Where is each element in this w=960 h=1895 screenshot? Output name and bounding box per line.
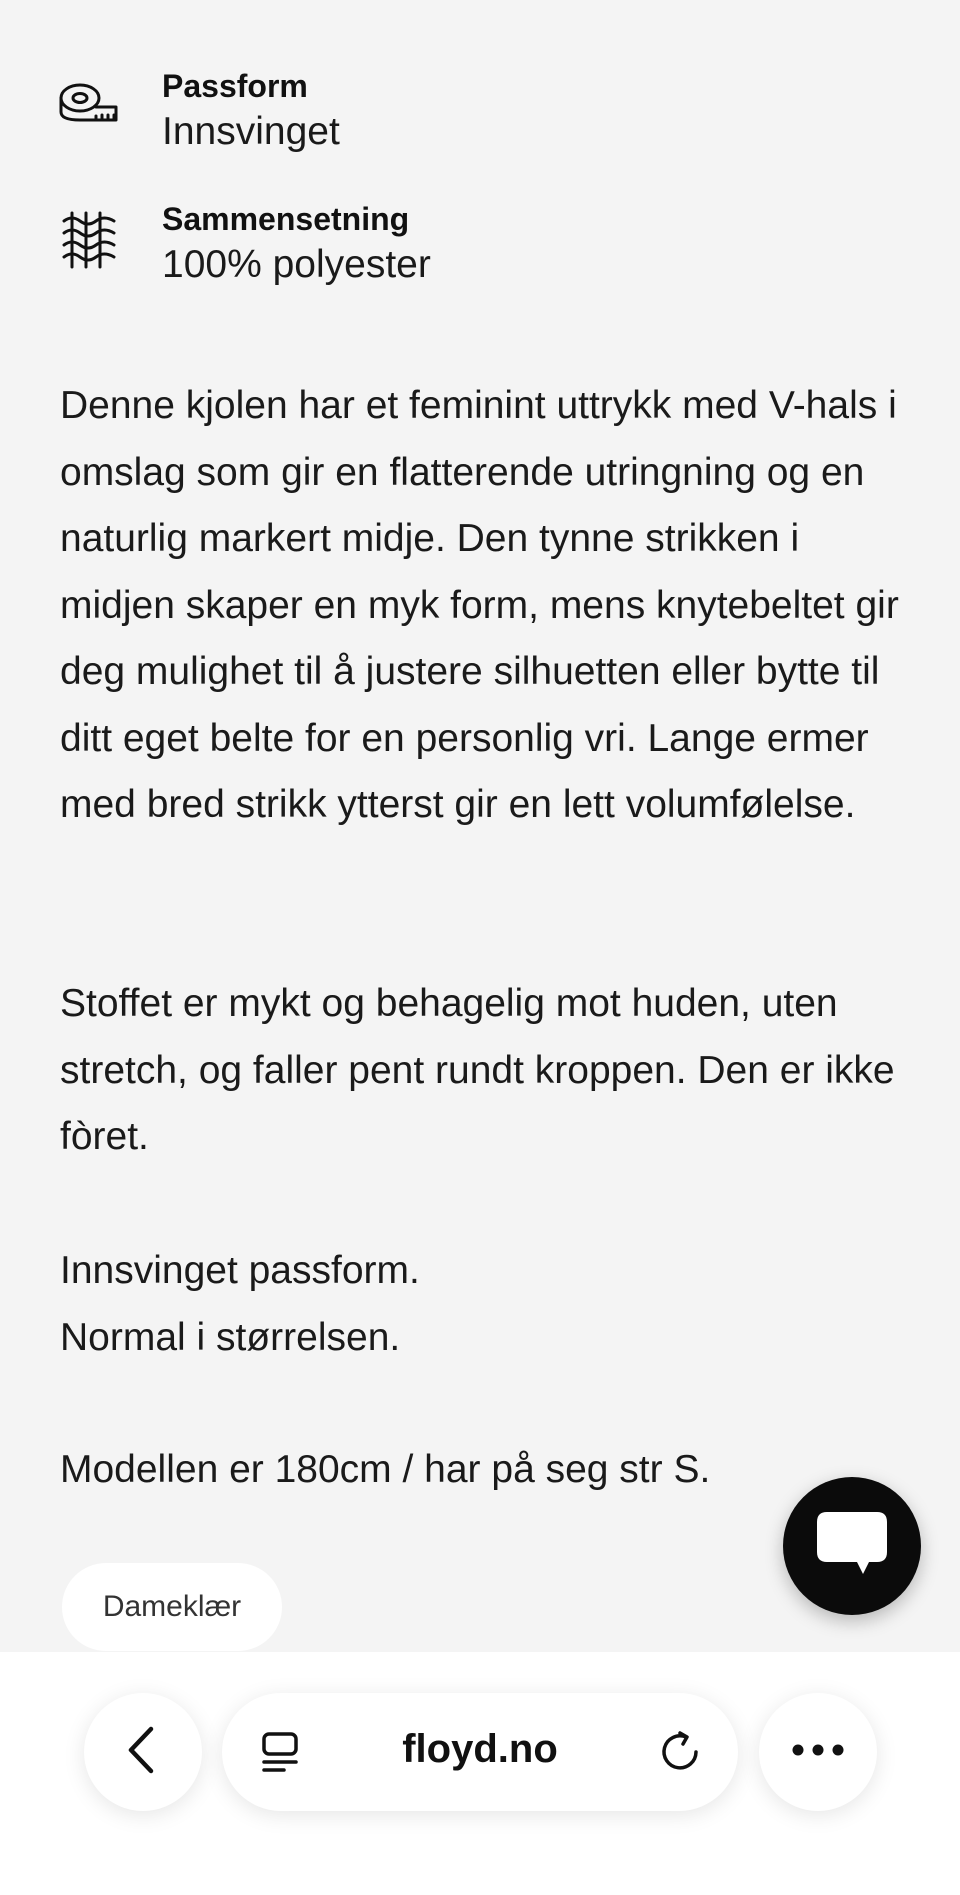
- fit-note-line: Innsvinget passform.: [60, 1249, 420, 1292]
- chevron-left-icon: [123, 1725, 163, 1780]
- chat-bubble-icon: [813, 1508, 891, 1585]
- product-description-paragraph: Denne kjolen har et feminint uttrykk med V-hals i omslag som gir en flatterende utringning og en naturlig markert midje. Den tynne strikken i midjen skaper en myk form, mens knytebeltet gir deg mulighet til å justere silhuetten eller bytte til ditt eget belte for en personlig vri. Lange ermer med bred strikk ytterst gir en lett volumfølelse.: [60, 384, 899, 826]
- more-dots-icon: [791, 1743, 845, 1762]
- product-fit-notes: [60, 1238, 920, 1371]
- model-size-note: Modellen er 180cm / har på seg str S.: [60, 1448, 711, 1491]
- chat-button[interactable]: [783, 1477, 921, 1615]
- fit-note-line: Normal i størrelsen.: [60, 1315, 401, 1359]
- fabric-weave-icon: [58, 209, 120, 271]
- category-chip[interactable]: Dameklær: [62, 1563, 282, 1651]
- more-options-button[interactable]: [759, 1693, 877, 1811]
- attribute-value: 100% polyester: [162, 243, 431, 286]
- attribute-fit: [58, 66, 340, 158]
- attribute-value: Innsvinget: [162, 110, 340, 153]
- attribute-composition: [58, 199, 431, 291]
- address-bar[interactable]: [222, 1693, 738, 1811]
- product-description-paragraph: Stoffet er mykt og behagelig mot huden, uten stretch, og faller pent rundt kroppen. Den er ikke fòret.: [60, 982, 895, 1158]
- measuring-tape-icon: [58, 76, 120, 138]
- attribute-label: Passform: [162, 68, 308, 104]
- attribute-label: Sammensetning: [162, 201, 410, 237]
- back-button[interactable]: [84, 1693, 202, 1811]
- url-text: floyd.no: [402, 1727, 558, 1771]
- reload-icon[interactable]: [658, 1730, 702, 1779]
